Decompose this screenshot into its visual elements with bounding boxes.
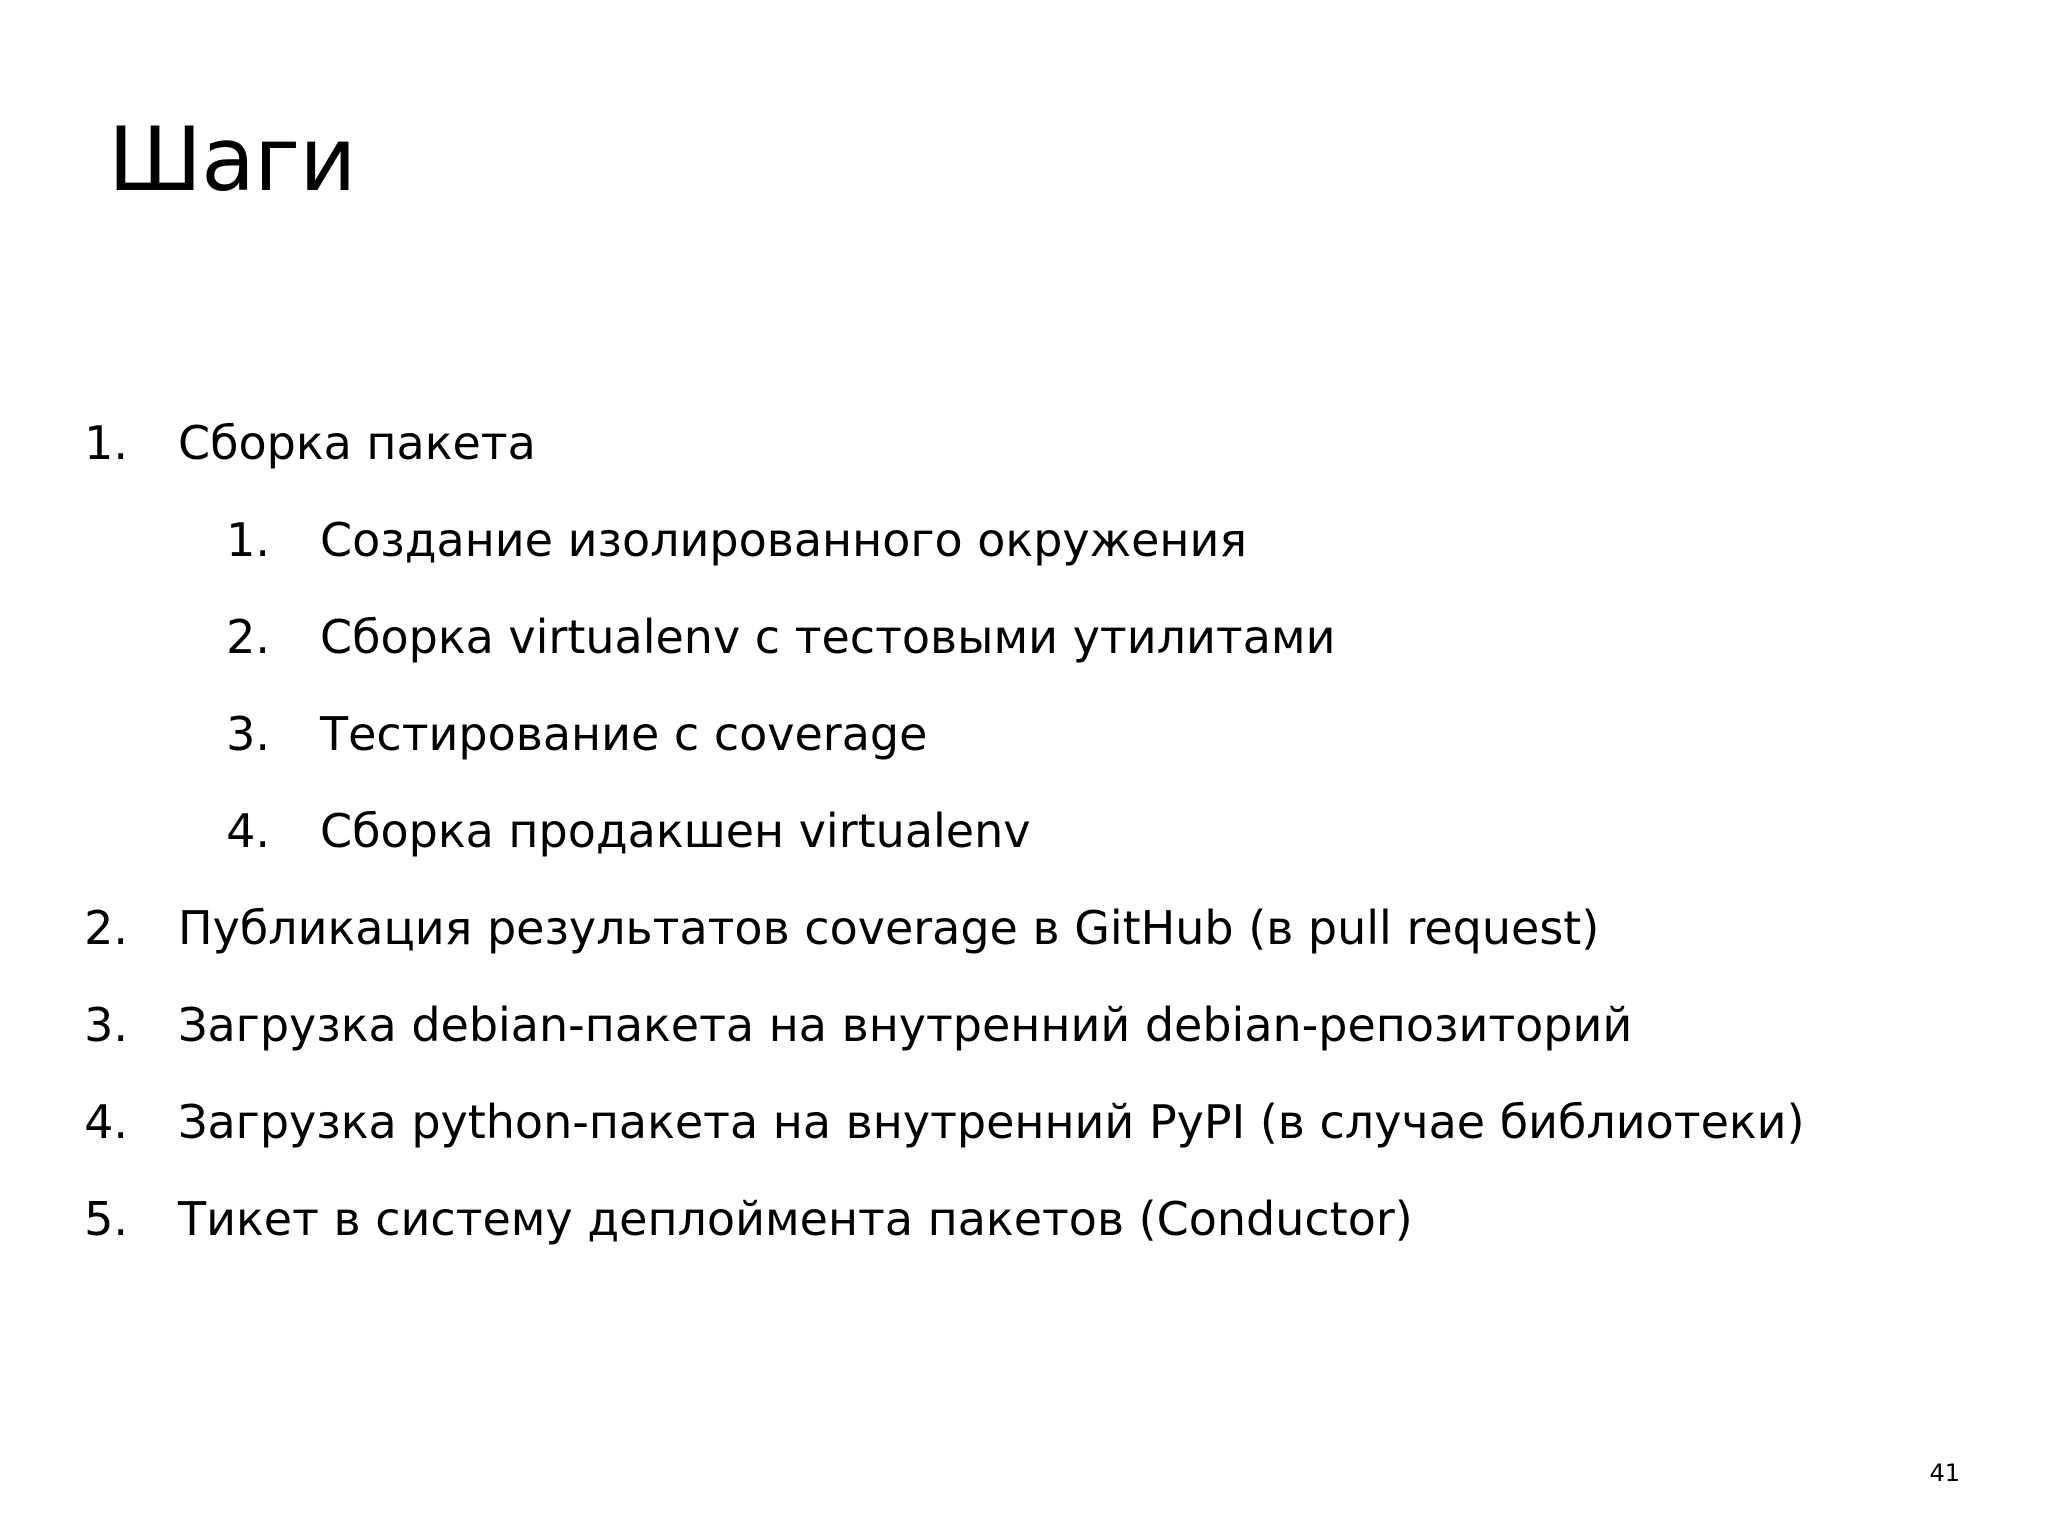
list-item-number: 5. — [84, 1192, 128, 1246]
slide-title: Шаги — [108, 108, 356, 211]
list-item-text: Тикет в систему деплоймента пакетов (Conductor) — [178, 1192, 1413, 1246]
list-item-number: 1. — [84, 416, 128, 470]
list-item-number: 4. — [226, 804, 270, 858]
list-item-number: 3. — [226, 707, 270, 761]
list-item-text: Загрузка debian-пакета на внутренний debian-репозиторий — [178, 998, 1633, 1052]
page-number: 41 — [1929, 1459, 1960, 1487]
list-item-text: Сборка пакета — [178, 416, 536, 470]
list-item-text: Сборка virtualenv с тестовыми утилитами — [320, 610, 1336, 664]
list-item-number: 2. — [226, 610, 270, 664]
list-item-number: 1. — [226, 513, 270, 567]
list-item-text: Сборка продакшен virtualenv — [320, 804, 1031, 858]
list-item-number: 3. — [84, 998, 128, 1052]
list-item-number: 4. — [84, 1095, 128, 1149]
list-item-text: Загрузка python-пакета на внутренний PyPI (в случае библиотеки) — [178, 1095, 1805, 1149]
list-item-text: Тестирование с coverage — [320, 707, 928, 761]
list-item-number: 2. — [84, 901, 128, 955]
list-item-text: Создание изолированного окружения — [320, 513, 1248, 567]
list-item-text: Публикация результатов coverage в GitHub (в pull request) — [178, 901, 1600, 955]
